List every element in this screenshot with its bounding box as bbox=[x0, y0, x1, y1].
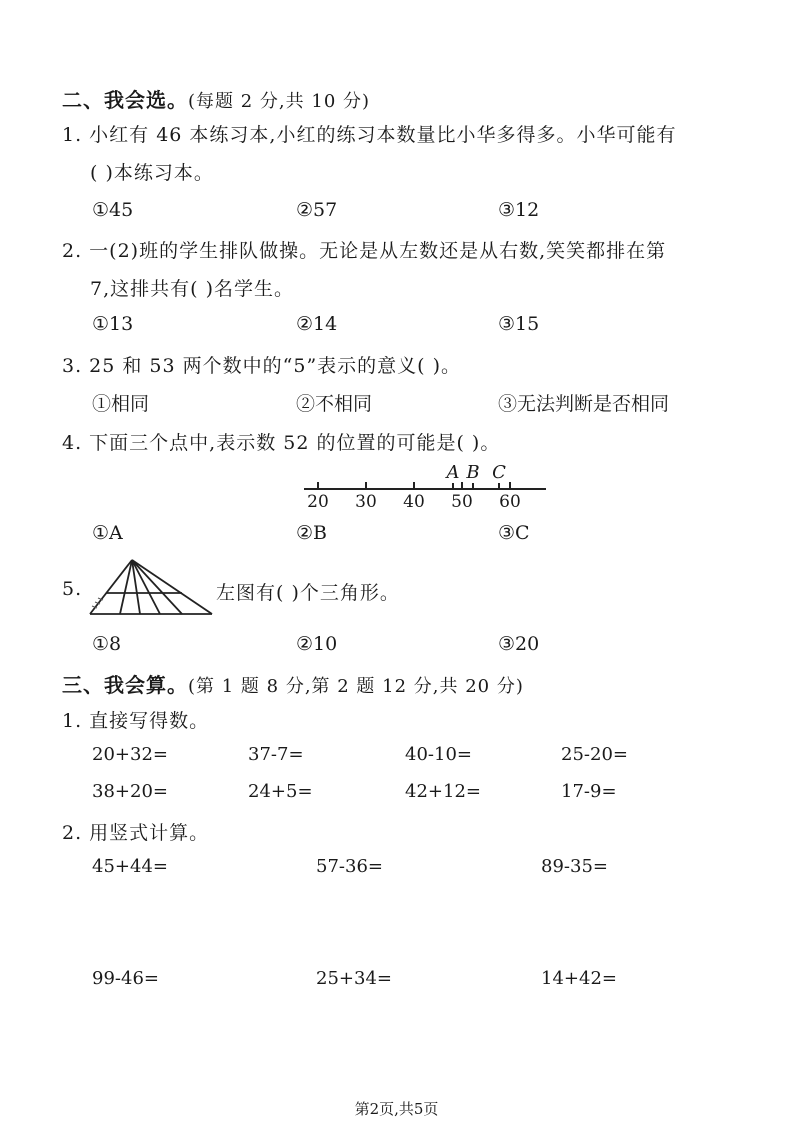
section-3-score-note: (第 1 题 8 分,第 2 题 12 分,共 20 分) bbox=[188, 676, 524, 697]
q5-number: 5. bbox=[62, 578, 83, 600]
mental-calc-4: 25-20= bbox=[561, 744, 628, 765]
number-line-point-label-C: C bbox=[492, 462, 506, 483]
page-footer: 第2页,共5页 bbox=[354, 1100, 439, 1118]
q3-option-2[interactable]: ②不相同 bbox=[296, 393, 373, 415]
q5-text: 左图有( )个三角形。 bbox=[216, 582, 400, 604]
q4-option-2[interactable]: ②B bbox=[296, 522, 327, 544]
q2-option-2[interactable]: ②14 bbox=[296, 313, 338, 335]
number-line-label-40: 40 bbox=[403, 492, 425, 512]
mental-calc-1: 20+32= bbox=[92, 744, 168, 765]
q2-option-3[interactable]: ③15 bbox=[498, 313, 540, 335]
vertical-calc-4: 99-46= bbox=[92, 968, 159, 989]
triangle-figure bbox=[84, 556, 216, 622]
q5-option-2[interactable]: ②10 bbox=[296, 633, 338, 655]
q1-option-3[interactable]: ③12 bbox=[498, 199, 540, 221]
number-line-label-30: 30 bbox=[355, 492, 377, 512]
q2-option-1[interactable]: ①13 bbox=[92, 313, 134, 335]
number-line-label-60: 60 bbox=[499, 492, 521, 512]
q2-line2: 7,这排共有( )名学生。 bbox=[90, 278, 294, 300]
vertical-calc-3: 89-35= bbox=[541, 856, 608, 877]
q1-option-2[interactable]: ②57 bbox=[296, 199, 338, 221]
section-3-title bbox=[62, 669, 524, 698]
number-line-label-50: 50 bbox=[451, 492, 473, 512]
q1-line1: 1. 小红有 46 本练习本,小红的练习本数量比小华多得多。小华可能有 bbox=[62, 124, 677, 146]
number-line-point-label-A: A bbox=[446, 462, 460, 483]
mental-calc-2: 37-7= bbox=[248, 744, 304, 765]
q3-option-3[interactable]: ③无法判断是否相同 bbox=[498, 393, 670, 415]
s3-q2-label: 2. 用竖式计算。 bbox=[62, 822, 210, 844]
q4-option-3[interactable]: ③C bbox=[498, 522, 530, 544]
q1-line2: ( )本练习本。 bbox=[90, 162, 214, 184]
section-2-heading: 二、我会选。 bbox=[62, 88, 188, 112]
s3-q1-label: 1. 直接写得数。 bbox=[62, 710, 210, 732]
vertical-calc-6: 14+42= bbox=[541, 968, 617, 989]
mental-calc-5: 38+20= bbox=[92, 781, 168, 802]
section-2-title bbox=[62, 84, 370, 113]
mental-calc-3: 40-10= bbox=[405, 744, 472, 765]
q5-option-3[interactable]: ③20 bbox=[498, 633, 540, 655]
q4-option-1[interactable]: ①A bbox=[92, 522, 123, 544]
section-3-heading: 三、我会算。 bbox=[62, 673, 188, 697]
number-line-point-label-B: B bbox=[466, 462, 480, 483]
q5-option-1[interactable]: ①8 bbox=[92, 633, 122, 655]
q3-option-1[interactable]: ①相同 bbox=[92, 393, 150, 415]
q1-option-1[interactable]: ①45 bbox=[92, 199, 134, 221]
mental-calc-6: 24+5= bbox=[248, 781, 313, 802]
number-line-label-20: 20 bbox=[307, 492, 329, 512]
q4-line1: 4. 下面三个点中,表示数 52 的位置的可能是( )。 bbox=[62, 432, 501, 454]
q3-line1: 3. 25 和 53 两个数中的“5”表示的意义( )。 bbox=[62, 355, 462, 377]
vertical-calc-2: 57-36= bbox=[316, 856, 383, 877]
number-line-figure bbox=[296, 456, 556, 516]
vertical-calc-5: 25+34= bbox=[316, 968, 392, 989]
mental-calc-7: 42+12= bbox=[405, 781, 481, 802]
q2-line1: 2. 一(2)班的学生排队做操。无论是从左数还是从右数,笑笑都排在第 bbox=[62, 240, 667, 262]
section-2-score-note: (每题 2 分,共 10 分) bbox=[188, 91, 371, 112]
vertical-calc-1: 45+44= bbox=[92, 856, 168, 877]
mental-calc-8: 17-9= bbox=[561, 781, 617, 802]
